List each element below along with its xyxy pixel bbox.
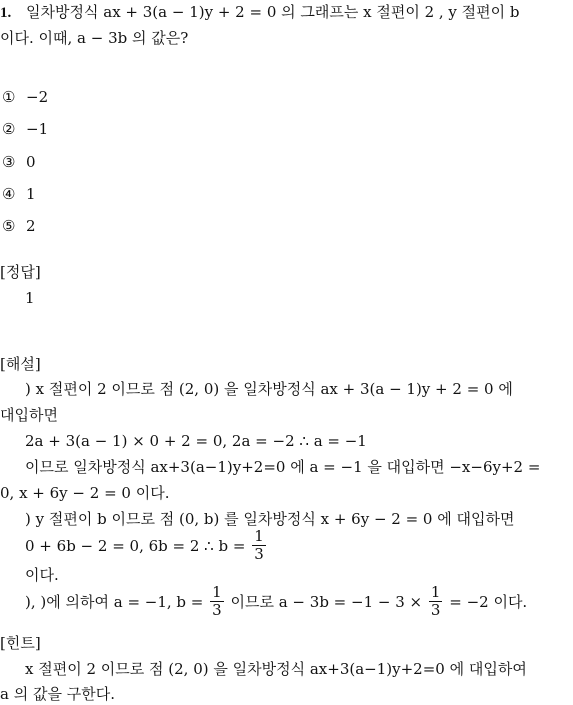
solution-line-6: ) y 절편이 b 이므로 점 (0, b) 를 일차방정식 x + 6y − 2 = 0 에 대입하면 bbox=[25, 510, 515, 528]
fraction-one-third bbox=[429, 584, 443, 620]
choice-number: ① bbox=[2, 88, 16, 106]
solution-line-9-text-c: = −2 이다. bbox=[449, 592, 528, 611]
fraction-denominator: 3 bbox=[212, 601, 222, 620]
choice-3[interactable] bbox=[2, 153, 36, 171]
hint-line-2: a 의 값을 구한다. bbox=[0, 685, 115, 703]
question-number: 1. bbox=[0, 5, 12, 21]
choice-value: 2 bbox=[26, 217, 36, 235]
solution-line-4: 이므로 일차방정식 ax+3(a−1)y+2=0 에 a = −1 을 대입하면 −x−6y+2 = bbox=[25, 458, 541, 476]
solution-line-3: 2a + 3(a − 1) × 0 + 2 = 0, 2a = −2 ∴ a = −1 bbox=[25, 432, 367, 450]
choice-number: ⑤ bbox=[2, 217, 16, 235]
solution-line-5: 0, x + 6y − 2 = 0 이다. bbox=[0, 484, 170, 502]
fraction-one-third bbox=[210, 584, 224, 620]
choice-value: −2 bbox=[26, 88, 49, 106]
fraction-one-third bbox=[252, 528, 266, 564]
question-line-1 bbox=[0, 3, 520, 22]
choice-2[interactable] bbox=[2, 120, 48, 138]
choice-value: 0 bbox=[26, 153, 36, 171]
solution-line-1: ) x 절편이 2 이므로 점 (2, 0) 을 일차방정식 ax + 3(a − 1)y + 2 = 0 에 bbox=[25, 380, 513, 398]
solution-line-9-text-b: 이므로 a − 3b = −1 − 3 × bbox=[230, 592, 423, 611]
fraction-denominator: 3 bbox=[430, 601, 441, 620]
choice-number: ② bbox=[2, 120, 16, 138]
solution-line-9 bbox=[25, 584, 527, 620]
solution-line-7-text: 0 + 6b − 2 = 0, 6b = 2 ∴ b = bbox=[25, 536, 246, 555]
fraction-numerator: 1 bbox=[212, 583, 222, 601]
answer-label: [정답] bbox=[0, 263, 41, 281]
fraction-denominator: 3 bbox=[254, 545, 264, 564]
question-text-1: 일차방정식 ax + 3(a − 1)y + 2 = 0 의 그래프는 x 절편이 2 , y 절편이 b bbox=[26, 3, 520, 21]
choice-value: −1 bbox=[26, 120, 49, 138]
choice-5[interactable] bbox=[2, 217, 36, 235]
choice-value: 1 bbox=[26, 185, 36, 203]
fraction-numerator: 1 bbox=[254, 527, 264, 545]
solution-line-2: 대입하면 bbox=[0, 406, 58, 424]
answer-value: 1 bbox=[25, 289, 35, 307]
solution-label: [해설] bbox=[0, 355, 41, 373]
hint-label: [힌트] bbox=[0, 634, 41, 652]
solution-line-7 bbox=[25, 528, 268, 564]
choice-4[interactable] bbox=[2, 185, 36, 203]
solution-line-9-text-a: ), )에 의하여 a = −1, b = bbox=[25, 592, 204, 611]
choice-number: ④ bbox=[2, 185, 16, 203]
choice-1[interactable] bbox=[2, 88, 48, 106]
choice-number: ③ bbox=[2, 153, 16, 171]
hint-line-1: x 절편이 2 이므로 점 (2, 0) 을 일차방정식 ax+3(a−1)y+2=0 에 대입하여 bbox=[25, 660, 527, 678]
fraction-numerator: 1 bbox=[430, 583, 441, 601]
solution-line-8: 이다. bbox=[25, 566, 59, 584]
question-text-2: 이다. 이때, a − 3b 의 값은? bbox=[0, 29, 189, 47]
